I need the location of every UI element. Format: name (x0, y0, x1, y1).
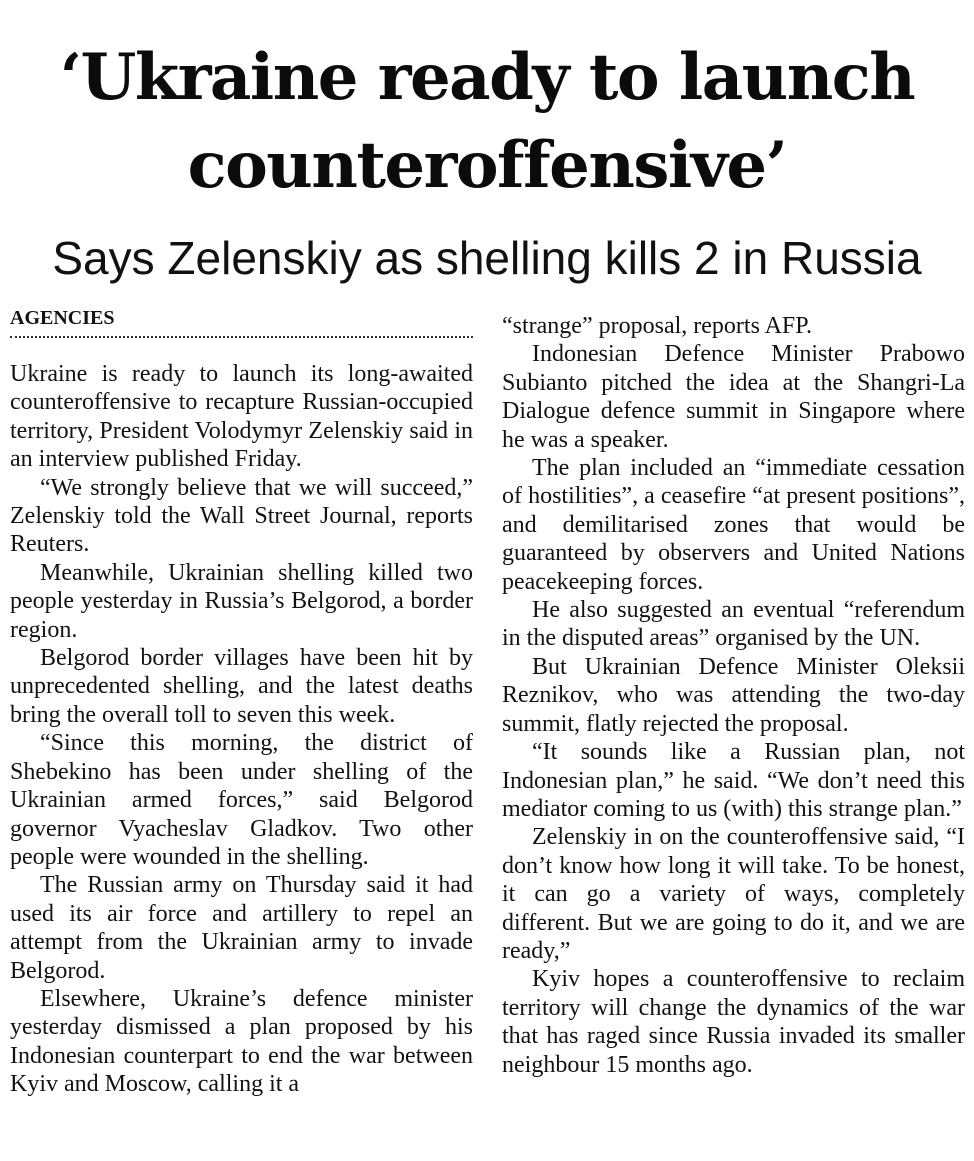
article-paragraph: The plan included an “immediate cessation of hostilities”, a ceasefire “at present positions”, and demilitarised zones that would be guaranteed by observers and United Nations peacekeeping forces. (502, 455, 965, 595)
article-paragraph: Belgorod border villages have been hit by unprecedented shelling, and the latest deaths bring the overall toll to seven this week. (10, 645, 473, 728)
article-paragraph: Meanwhile, Ukrainian shelling killed two people yesterday in Russia’s Belgorod, a border region. (10, 559, 473, 643)
article-paragraph: “We strongly believe that we will succeed,” Zelenskiy told the Wall Street Journal, reports Reuters. (10, 474, 473, 558)
article-paragraph: Indonesian Defence Minister Prabowo Subianto pitched the idea at the Shangri-La Dialogue defence summit in Singapore where he was a speaker. (502, 341, 965, 453)
subheadline: Says Zelenskiy as shelling kills 2 in Russia (52, 232, 922, 284)
article-column-right (502, 312, 965, 1079)
article-paragraph: “It sounds like a Russian plan, not Indonesian plan,” he said. “We don’t need this mediator coming to us (with) this strange plan.” (502, 739, 965, 822)
article-paragraph: Kyiv hopes a counteroffensive to reclaim territory will change the dynamics of the war that has raged since Russia invaded its smaller neighbour 15 months ago. (502, 966, 965, 1078)
article-paragraph: Ukraine is ready to launch its long-awaited counteroffensive to recapture Russian-occupied territory, President Volodymyr Zelenskiy said in an interview published Friday. (10, 361, 473, 473)
article-column-left (10, 306, 473, 1099)
article-paragraph: “strange” proposal, reports AFP. (502, 313, 812, 339)
article-paragraph: Zelenskiy in on the counteroffensive said, “I don’t know how long it will take. To be honest, it can go a variety of ways, completely different. But we are going to do it, and we are ready,” (502, 824, 965, 964)
byline: AGENCIES (10, 306, 473, 338)
article-paragraph: “Since this morning, the district of Shebekino has been under shelling of the Ukrainian armed forces,” said Belgorod governor Vyacheslav Gladkov. Two other people were wounded in the shelling. (10, 730, 473, 870)
article-body-left (10, 360, 473, 1099)
headline: ‘Ukraine ready to launch counteroffensive’ (59, 40, 915, 203)
article-paragraph: Elsewhere, Ukraine’s defence minister yesterday dismissed a plan proposed by his Indonesian counterpart to end the war between Kyiv and Moscow, calling it a (10, 985, 473, 1098)
article-paragraph: He also suggested an eventual “referendum in the disputed areas” organised by the UN. (502, 597, 965, 652)
article-paragraph: The Russian army on Thursday said it had used its air force and artillery to repel an attempt from the Ukrainian army to invade Belgorod. (10, 872, 473, 984)
article-paragraph: But Ukrainian Defence Minister Oleksii Reznikov, who was attending the two-day summit, flatly rejected the proposal. (502, 653, 965, 737)
